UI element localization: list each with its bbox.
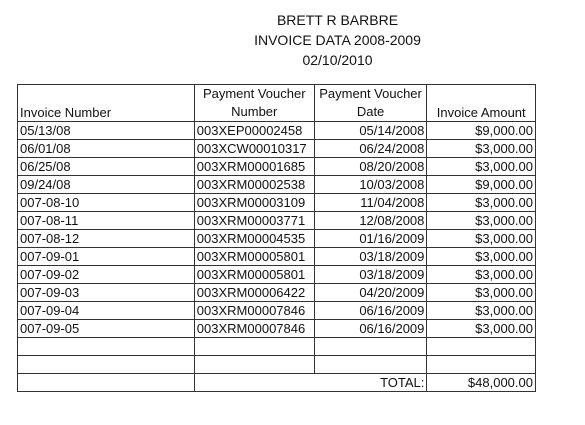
- invoice-amount-cell: $3,000.00: [427, 266, 536, 284]
- invoice-number-cell: 007-08-11: [18, 212, 195, 230]
- voucher-number-cell: 003XEP00002458: [194, 122, 314, 140]
- table-row: [18, 230, 536, 248]
- table-row: [18, 284, 536, 302]
- blank-cell: [194, 374, 314, 392]
- voucher-date-cell: 06/24/2008: [314, 140, 427, 158]
- voucher-number-cell: 003XCW00010317: [194, 140, 314, 158]
- voucher-number-cell: 003XRM00001685: [194, 158, 314, 176]
- invoice-number-cell: 09/24/08: [18, 176, 195, 194]
- voucher-date-cell: 04/20/2009: [314, 284, 427, 302]
- invoice-amount-cell: $3,000.00: [427, 248, 536, 266]
- blank-cell: [194, 356, 314, 374]
- blank-cell: [314, 338, 427, 356]
- blank-cell: [427, 338, 536, 356]
- document-date: 02/10/2010: [302, 52, 373, 68]
- column-header-line: Number: [231, 104, 278, 119]
- voucher-date-cell: 01/16/2009: [314, 230, 427, 248]
- table-row: [18, 194, 536, 212]
- table-row: [18, 302, 536, 320]
- table-row: [18, 140, 536, 158]
- invoice-amount-cell: $3,000.00: [427, 302, 536, 320]
- blank-cell: [18, 356, 195, 374]
- table-row: [18, 122, 536, 140]
- table-row: [18, 176, 536, 194]
- voucher-date-cell: 11/04/2008: [314, 194, 427, 212]
- voucher-number-cell: 003XRM00007846: [194, 320, 314, 338]
- voucher-date-cell: 08/20/2008: [314, 158, 427, 176]
- document-title: INVOICE DATA 2008-2009: [254, 32, 421, 48]
- invoice-amount-cell: $3,000.00: [427, 158, 536, 176]
- invoice-number-cell: 05/13/08: [18, 122, 195, 140]
- column-header-payment-voucher-number: [194, 85, 314, 122]
- voucher-date-cell: 06/16/2009: [314, 302, 427, 320]
- table-row: [18, 212, 536, 230]
- voucher-number-cell: 003XRM00007846: [194, 302, 314, 320]
- blank-cell: [18, 374, 195, 392]
- table-row: [18, 320, 536, 338]
- document-header: [0, 10, 585, 70]
- voucher-date-cell: 03/18/2009: [314, 248, 427, 266]
- invoice-amount-cell: $9,000.00: [427, 122, 536, 140]
- column-header-invoice-amount: Invoice Amount: [427, 85, 536, 122]
- voucher-number-cell: 003XRM00006422: [194, 284, 314, 302]
- table-header-row: [18, 85, 536, 122]
- blank-cell: [194, 338, 314, 356]
- invoice-amount-cell: $3,000.00: [427, 194, 536, 212]
- invoice-amount-cell: $3,000.00: [427, 212, 536, 230]
- invoice-number-cell: 007-09-05: [18, 320, 195, 338]
- column-header-line: Payment Voucher: [319, 86, 422, 101]
- invoice-amount-cell: $3,000.00: [427, 284, 536, 302]
- invoice-number-cell: 06/01/08: [18, 140, 195, 158]
- table-body: [18, 122, 536, 338]
- column-header-payment-voucher-date: [314, 85, 427, 122]
- voucher-date-cell: 12/08/2008: [314, 212, 427, 230]
- blank-cell: [427, 356, 536, 374]
- blank-cell: [314, 356, 427, 374]
- voucher-date-cell: 05/14/2008: [314, 122, 427, 140]
- invoice-number-cell: 007-08-10: [18, 194, 195, 212]
- invoice-number-cell: 007-09-02: [18, 266, 195, 284]
- blank-cell: [18, 338, 195, 356]
- invoice-amount-cell: $3,000.00: [427, 320, 536, 338]
- voucher-number-cell: 003XRM00003109: [194, 194, 314, 212]
- voucher-number-cell: 003XRM00004535: [194, 230, 314, 248]
- total-amount: $48,000.00: [427, 374, 536, 392]
- total-row: [18, 374, 536, 392]
- invoice-number-cell: 007-08-12: [18, 230, 195, 248]
- column-header-line: Payment Voucher: [202, 86, 306, 101]
- invoice-amount-cell: $9,000.00: [427, 176, 536, 194]
- blank-row: [18, 356, 536, 374]
- voucher-number-cell: 003XRM00005801: [194, 248, 314, 266]
- invoice-amount-cell: $3,000.00: [427, 140, 536, 158]
- voucher-date-cell: 10/03/2008: [314, 176, 427, 194]
- person-name: BRETT R BARBRE: [276, 12, 399, 28]
- invoice-number-cell: 007-09-03: [18, 284, 195, 302]
- voucher-number-cell: 003XRM00003771: [194, 212, 314, 230]
- total-label: TOTAL:: [314, 374, 427, 392]
- column-header-line: Date: [356, 104, 385, 119]
- invoice-number-cell: 007-09-04: [18, 302, 195, 320]
- table-row: [18, 248, 536, 266]
- voucher-number-cell: 003XRM00002538: [194, 176, 314, 194]
- table-row: [18, 158, 536, 176]
- voucher-date-cell: 06/16/2009: [314, 320, 427, 338]
- column-header-invoice-number: Invoice Number: [18, 85, 195, 122]
- invoice-amount-cell: $3,000.00: [427, 230, 536, 248]
- table-row: [18, 266, 536, 284]
- invoice-number-cell: 007-09-01: [18, 248, 195, 266]
- voucher-date-cell: 03/18/2009: [314, 266, 427, 284]
- blank-row: [18, 338, 536, 356]
- invoice-number-cell: 06/25/08: [18, 158, 195, 176]
- invoice-table: [17, 84, 536, 392]
- voucher-number-cell: 003XRM00005801: [194, 266, 314, 284]
